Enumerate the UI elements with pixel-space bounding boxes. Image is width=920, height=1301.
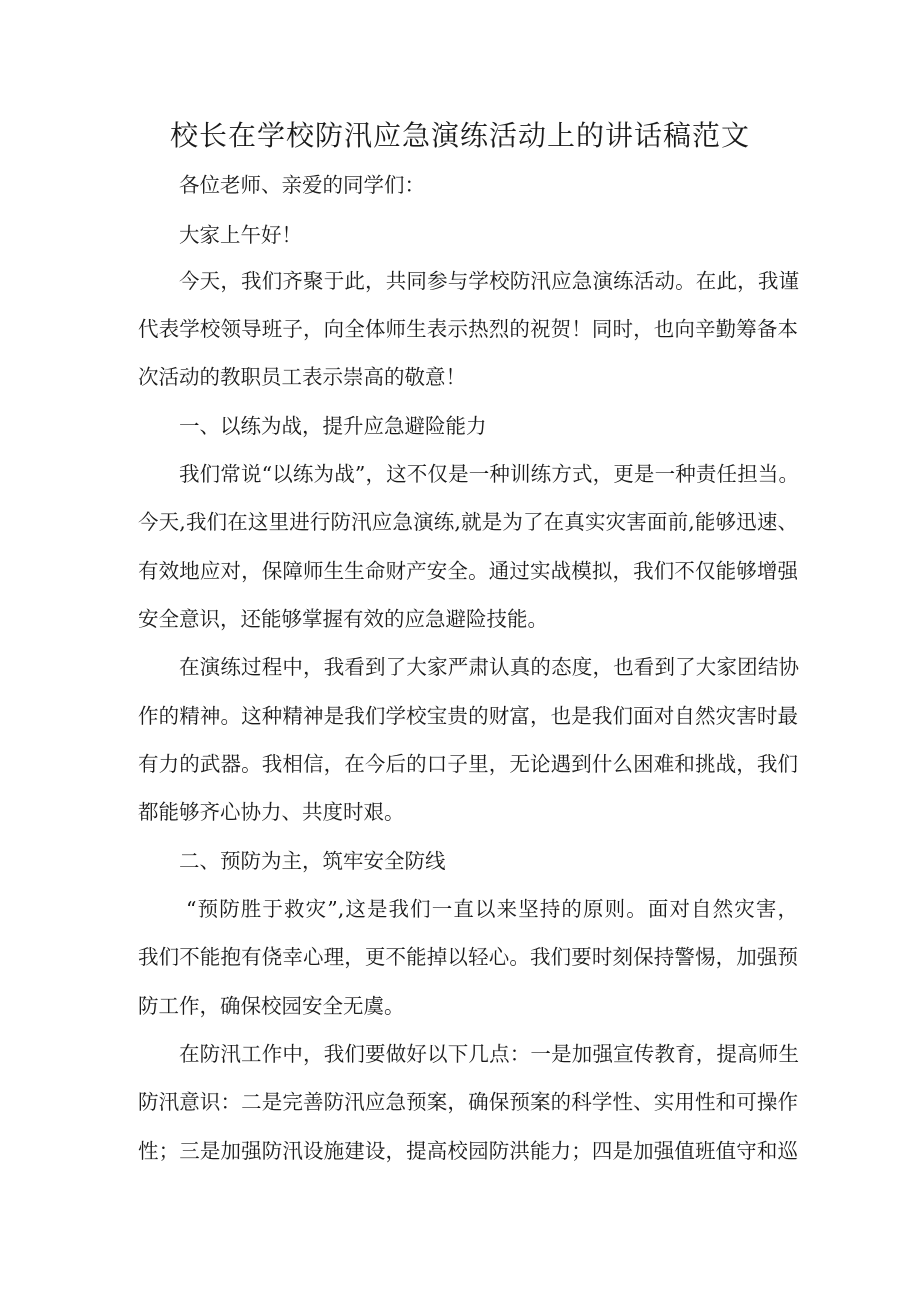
paragraph-line: 性；三是加强防汛设施建设，提高校园防洪能力；四是加强值班值守和巡 xyxy=(138,1139,798,1163)
paragraph-line: 作的精神。这种精神是我们学校宝贵的财富，也是我们面对自然灾害时最 xyxy=(138,704,798,728)
section-heading-2: 二、预防为主，筑牢安全防线 xyxy=(179,849,446,873)
paragraph-line: 防汛意识：二是完善防汛应急预案，确保预案的科学性、实用性和可操作 xyxy=(138,1090,798,1114)
section-heading-1: 一、以练为战，提升应急避险能力 xyxy=(179,414,487,438)
paragraph-line: 次活动的教职员工表示崇高的敬意！ xyxy=(138,365,466,389)
paragraph-line: 我们常说“以练为战”，这不仅是一种训练方式，更是一种责任担当。 xyxy=(179,462,799,486)
greeting: 大家上午好！ xyxy=(179,223,302,247)
paragraph-line: 安全意识，还能够掌握有效的应急避险技能。 xyxy=(138,607,548,631)
document-title: 校长在学校防汛应急演练活动上的讲话稿范文 xyxy=(169,119,750,152)
paragraph-line: 都能够齐心协力、共度时艰。 xyxy=(138,800,405,824)
paragraph-line: 我们不能抱有侥幸心理，更不能掉以轻心。我们要时刻保持警惕，加强预 xyxy=(138,945,798,969)
paragraph-line: 在演练过程中，我看到了大家严肃认真的态度，也看到了大家团结协 xyxy=(179,655,799,679)
paragraph-line: 有力的武器。我相信，在今后的口子里，无论遇到什么困难和挑战，我们 xyxy=(138,752,798,776)
salutation: 各位老师、亲爱的同学们： xyxy=(179,173,425,197)
paragraph-line: “预防胜于救灾”,这是我们一直以来坚持的原则。面对自然灾害， xyxy=(186,897,798,921)
paragraph-line: 在防汛工作中，我们要做好以下几点：一是加强宣传教育，提高师生 xyxy=(179,1042,799,1066)
paragraph-line: 代表学校领导班子，向全体师生表示热烈的祝贺！同时，也向辛勤筹备本 xyxy=(138,317,798,341)
paragraph-line: 有效地应对，保障师生生命财产安全。通过实战模拟，我们不仅能够增强 xyxy=(138,559,798,583)
paragraph-line: 今天，我们齐聚于此，共同参与学校防汛应急演练活动。在此，我谨 xyxy=(179,269,799,293)
paragraph-line: 今天,我们在这里进行防汛应急演练,就是为了在真实灾害面前,能够迅速、 xyxy=(138,510,798,534)
paragraph-line: 防工作，确保校园安全无虞。 xyxy=(138,994,405,1018)
